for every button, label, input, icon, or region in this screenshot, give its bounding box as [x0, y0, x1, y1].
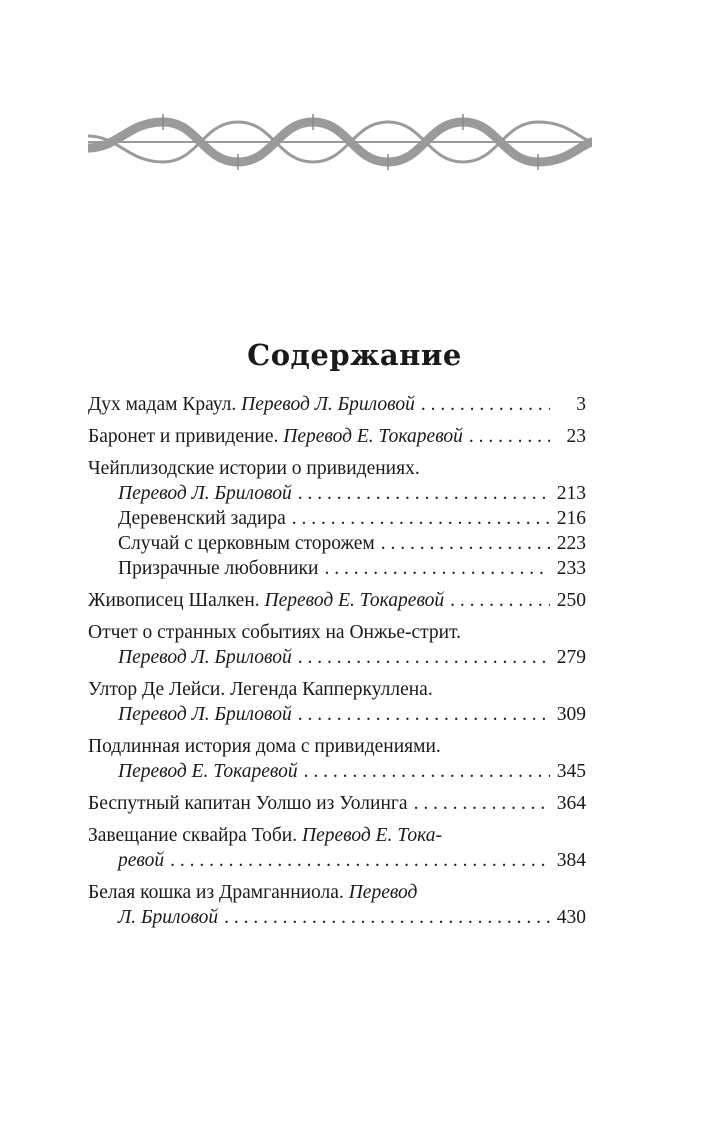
toc-label [88, 823, 442, 848]
toc-title: Беспутный капитан Уолшо из Уолинга [88, 793, 408, 814]
toc-title: Призрачные любовники [118, 558, 319, 579]
leader-dots [170, 848, 550, 873]
toc-page-number: 345 [556, 761, 586, 782]
toc-label [88, 392, 415, 417]
toc-line [88, 556, 586, 581]
toc-label [88, 424, 463, 449]
toc-page-number: 233 [556, 558, 586, 579]
toc-entry [88, 880, 586, 930]
leader-dots [450, 588, 550, 613]
toc-label [118, 531, 375, 556]
toc-title: Чейплизодские истории о привидениях. [88, 458, 420, 479]
toc-label [118, 481, 292, 506]
toc-title: Отчет о странных событиях на Онжье-стрит. [88, 622, 462, 643]
toc-entry [88, 791, 586, 816]
toc-label [88, 734, 441, 759]
toc-page-number: 223 [556, 533, 586, 554]
toc-page-number: 23 [566, 426, 586, 447]
leader-dots [414, 791, 550, 816]
leader-dots [224, 905, 550, 930]
toc-translator: Перевод Л. Бриловой [118, 647, 292, 668]
toc-page-number: 430 [556, 907, 586, 928]
toc-translator: Перевод [348, 882, 418, 903]
toc-label [88, 791, 408, 816]
toc-translator: Л. Бриловой [118, 907, 219, 928]
toc-line [88, 702, 586, 727]
toc-translator: Перевод Л. Бриловой [118, 704, 292, 725]
toc-line [88, 424, 586, 449]
toc-title: Дух мадам Краул. [88, 394, 242, 415]
toc-translator: Перевод Е. Тока- [302, 825, 443, 846]
decorative-ornament [88, 112, 592, 172]
table-of-contents [88, 392, 586, 937]
leader-dots [298, 702, 550, 727]
toc-label [88, 456, 420, 481]
leader-dots [381, 531, 550, 556]
toc-label [118, 556, 318, 581]
toc-line [88, 506, 586, 531]
toc-entry [88, 823, 586, 873]
toc-title: Деревенский задира [118, 508, 286, 529]
toc-entry [88, 588, 586, 613]
toc-title: Живописец Шалкен. [88, 590, 265, 611]
toc-line [88, 848, 586, 873]
toc-line [88, 880, 586, 905]
toc-title: Подлинная история дома с привидениями. [88, 736, 441, 757]
toc-label [88, 620, 461, 645]
toc-translator: Перевод Е. Токаревой [283, 426, 463, 447]
leader-dots [292, 506, 550, 531]
toc-label [118, 905, 218, 930]
toc-line [88, 620, 586, 645]
toc-line [88, 645, 586, 670]
toc-page-number: 279 [556, 647, 586, 668]
toc-line [88, 734, 586, 759]
toc-entry [88, 424, 586, 449]
toc-page-number: 216 [556, 508, 586, 529]
leader-dots [304, 759, 550, 784]
toc-line [88, 905, 586, 930]
toc-translator: Перевод Л. Бриловой [241, 394, 415, 415]
toc-translator: Перевод Е. Токаревой [264, 590, 445, 611]
toc-label [88, 588, 444, 613]
toc-line [88, 588, 586, 613]
toc-page-number: 364 [556, 793, 586, 814]
toc-translator: Перевод Е. Токаревой [118, 761, 298, 782]
toc-entry [88, 677, 586, 727]
toc-page-number: 384 [556, 850, 586, 871]
toc-line [88, 791, 586, 816]
toc-translator: ревой [118, 850, 165, 871]
toc-page-number: 3 [576, 394, 586, 415]
leader-dots [469, 424, 550, 449]
toc-entry [88, 734, 586, 784]
toc-title: Белая кошка из Драмганниола. [88, 882, 349, 903]
toc-line [88, 531, 586, 556]
toc-line [88, 456, 586, 481]
toc-title: Завещание сквайра Тоби. [88, 825, 302, 846]
toc-line [88, 392, 586, 417]
toc-label [118, 702, 292, 727]
toc-entry [88, 392, 586, 417]
toc-title: Баронет и привидение. [88, 426, 284, 447]
toc-label [118, 848, 164, 873]
toc-label [88, 677, 433, 702]
leader-dots [421, 392, 550, 417]
toc-translator: Перевод Л. Бриловой [118, 483, 292, 504]
toc-page-number: 213 [556, 483, 586, 504]
toc-line [88, 759, 586, 784]
toc-label [118, 645, 292, 670]
toc-line [88, 481, 586, 506]
toc-label [118, 506, 286, 531]
toc-title: Ултор Де Лейси. Легенда Капперкуллена. [88, 679, 433, 700]
toc-label [118, 759, 298, 784]
leader-dots [298, 481, 550, 506]
page-title: Содержание [247, 338, 462, 372]
toc-entry [88, 456, 586, 581]
toc-line [88, 677, 586, 702]
leader-dots [298, 645, 550, 670]
toc-page-number: 309 [556, 704, 586, 725]
toc-page-number: 250 [556, 590, 586, 611]
leader-dots [324, 556, 550, 581]
toc-entry [88, 620, 586, 670]
toc-line [88, 823, 586, 848]
toc-title: Случай с церковным сторожем [118, 533, 375, 554]
toc-label [88, 880, 417, 905]
